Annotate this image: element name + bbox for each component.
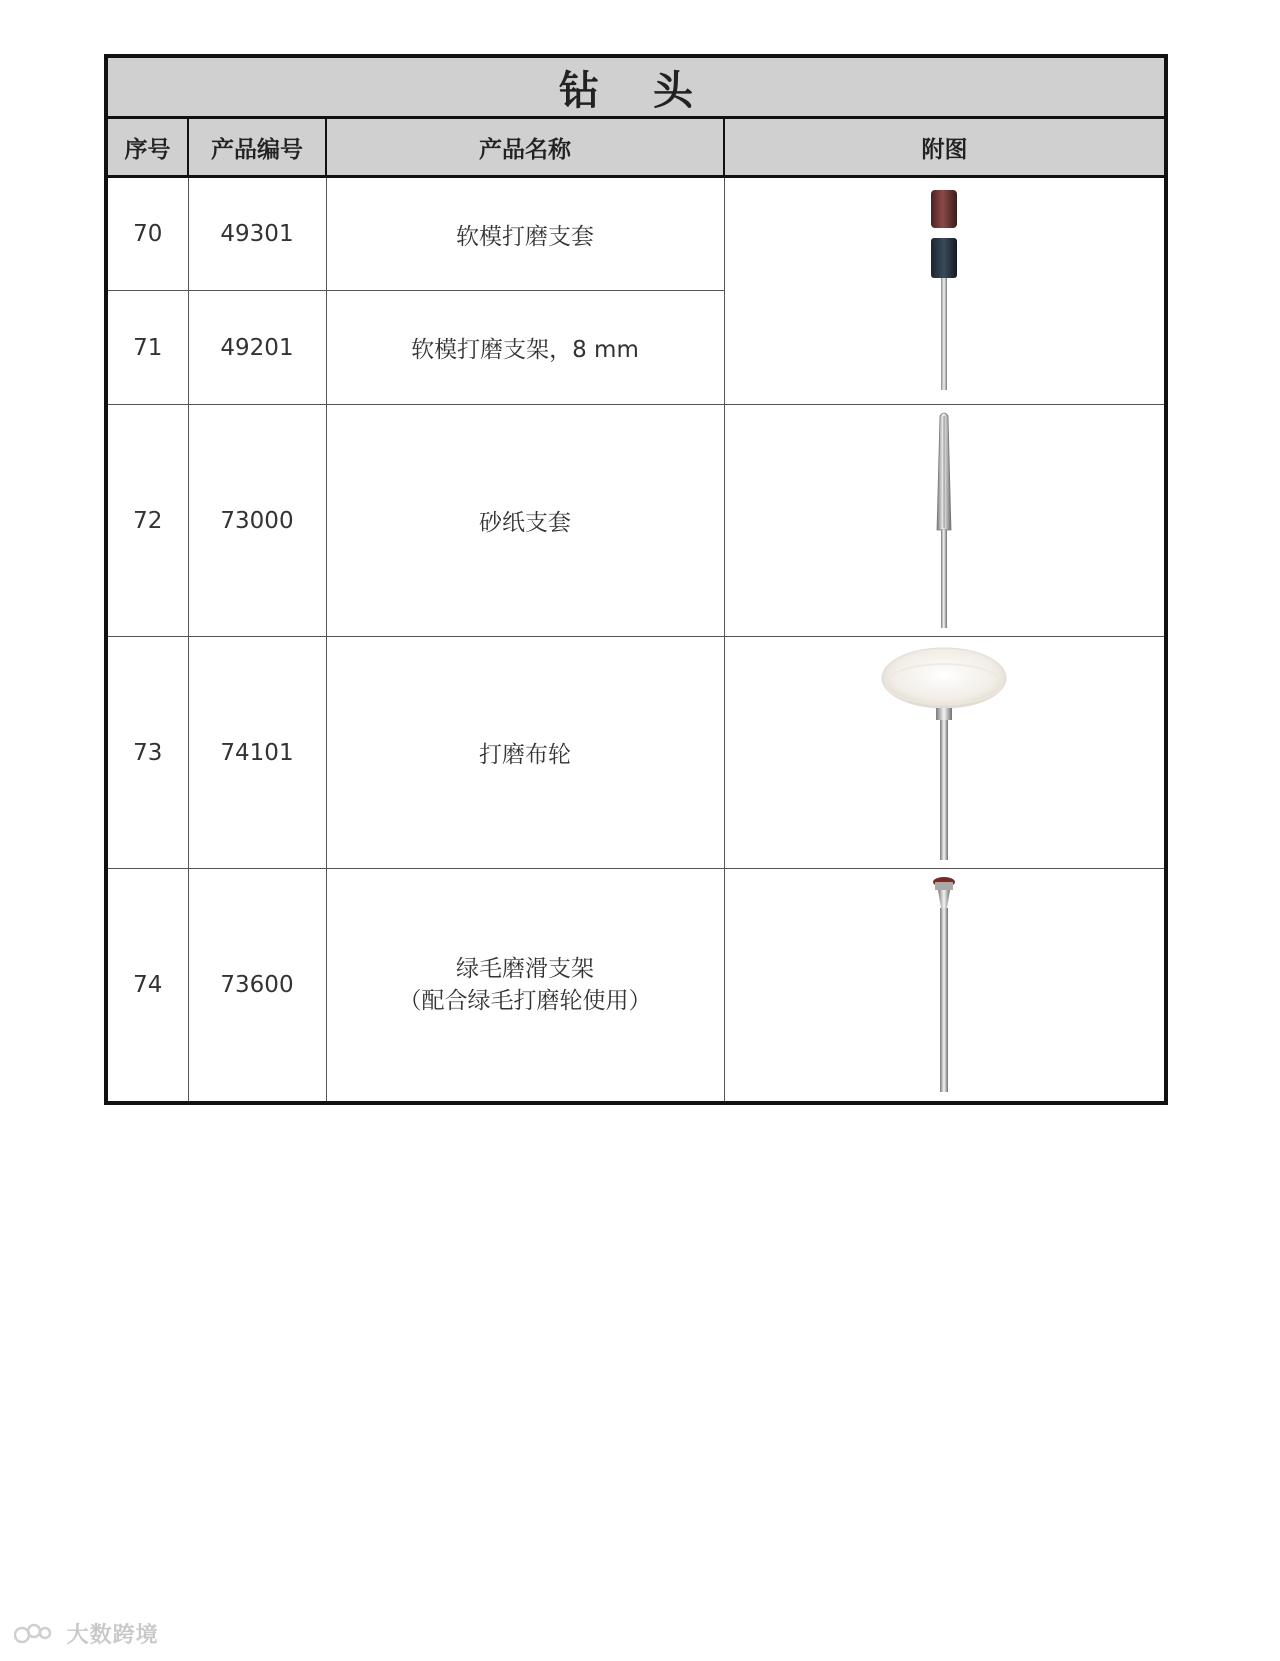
product-table-sheet: [104, 54, 1168, 1105]
table-row: [108, 177, 1164, 291]
sandpaper-mandrel-icon: [914, 410, 974, 632]
row-name: 软模打磨支架，8 mm: [326, 291, 724, 405]
table-title: 钻 头: [108, 58, 1164, 119]
row-name: 砂纸支套: [326, 405, 724, 637]
header-image: 附图: [724, 119, 1164, 177]
watermark-logo-icon: [14, 1621, 52, 1651]
polishing-mandrel-image: [724, 869, 1164, 1101]
row-code: 73600: [188, 869, 326, 1101]
row-name-line1: 绿毛磨滑支架: [456, 955, 594, 982]
row-index: 74: [133, 971, 163, 998]
header-name: 产品名称: [326, 119, 724, 177]
row-name: 打磨布轮: [326, 637, 724, 869]
row-name-line2: （配合绿毛打磨轮使用）: [398, 987, 652, 1014]
row-code: 73000: [188, 405, 326, 637]
table-row: [108, 637, 1164, 869]
row-name: [326, 869, 724, 1101]
polishing-mandrel-icon: [914, 874, 974, 1096]
table-row: [108, 869, 1164, 1101]
sanding-band-mandrel-icon: [914, 186, 974, 396]
row-code: 49201: [188, 291, 326, 405]
table-row: [108, 405, 1164, 637]
row-index: 71: [108, 291, 188, 405]
product-table: [108, 119, 1164, 1101]
sandpaper-mandrel-image: [724, 405, 1164, 637]
row-code: 49301: [188, 177, 326, 291]
row-name: 软模打磨支套: [326, 177, 724, 291]
watermark: [14, 1618, 159, 1651]
header-index: 序号: [108, 119, 188, 177]
row-index: 70: [108, 177, 188, 291]
cloth-polishing-wheel-image: [724, 637, 1164, 869]
cloth-wheel-icon: [874, 642, 1014, 864]
row-code: 74101: [188, 637, 326, 869]
row-index: 73: [108, 637, 188, 869]
row-index: 72: [108, 405, 188, 637]
header-row: [108, 119, 1164, 177]
sanding-band-mandrel-image: [724, 177, 1164, 405]
watermark-text: 大数跨境: [66, 1623, 159, 1648]
header-code: 产品编号: [188, 119, 326, 177]
